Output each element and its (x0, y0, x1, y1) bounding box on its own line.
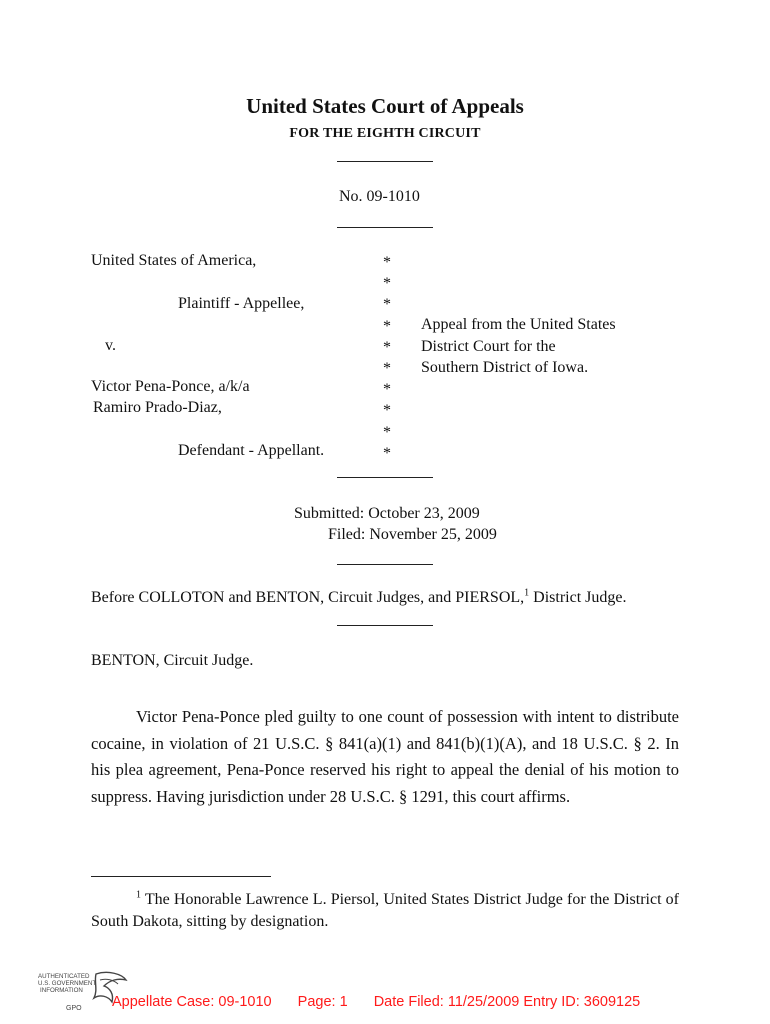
footnote-text: The Honorable Lawrence L. Piersol, United States District Judge for the District of South Dakota, sitting by designation. (91, 891, 679, 930)
panel-judges: Before COLLOTON and BENTON, Circuit Judges, and PIERSOL, (91, 589, 525, 606)
seal-text: GPO (66, 1005, 82, 1012)
circuit-name: FOR THE EIGHTH CIRCUIT (289, 126, 481, 141)
seal-text: INFORMATION (40, 987, 83, 994)
caption-star-column (383, 252, 391, 464)
caption-star: * (383, 402, 391, 420)
opinion-paragraph: Victor Pena-Ponce pled guilty to one count of possession with intent to distribute cocaine, in violation of 21 U.S.C. § 841(a)(1) and 841(b)(1)(A), and 18 U.S.C. § 2. In his plea agreement, Pena-Ponce reserved his right to appeal the denial of his motion to suppress. Having jurisdiction under 28 U.S.C. § 1291, this court affirms. (91, 707, 679, 806)
caption-star: * (383, 317, 391, 335)
filing-stamp (112, 994, 640, 1010)
panel-line (91, 589, 626, 607)
appeal-line: District Court for the (421, 337, 556, 355)
plaintiff-name: United States of America, (91, 252, 257, 269)
defendant-name: Victor Pena-Ponce, a/k/a (91, 378, 250, 395)
divider (337, 227, 433, 228)
caption-star: * (383, 296, 391, 314)
submitted-date: Submitted: October 23, 2009 (294, 505, 480, 522)
divider (337, 477, 433, 478)
footnote-mark: 1 (136, 889, 141, 901)
footnote (91, 889, 679, 932)
stamp-case: Appellate Case: 09-1010 (112, 994, 272, 1010)
defendant-role: Defendant - Appellant. (178, 442, 325, 459)
filed-date: Filed: November 25, 2009 (328, 526, 497, 543)
caption-star: * (383, 423, 391, 441)
case-number: No. 09-1010 (339, 188, 420, 205)
plaintiff-role: Plaintiff - Appellee, (178, 295, 305, 312)
stamp-filed: Date Filed: 11/25/2009 Entry ID: 3609125 (373, 994, 641, 1010)
appeal-line: Southern District of Iowa. (421, 359, 589, 376)
caption-star: * (383, 275, 391, 293)
opinion-author: BENTON, Circuit Judge. (91, 652, 254, 669)
caption-star: * (383, 254, 391, 271)
footnote-divider (91, 876, 271, 877)
appeal-line: Appeal from the United States (421, 316, 616, 333)
stamp-page: Page: 1 (297, 994, 348, 1010)
caption-star: * (383, 381, 391, 399)
divider (337, 625, 433, 626)
court-title: United States Court of Appeals (246, 94, 524, 118)
seal-text: AUTHENTICATED (38, 973, 90, 980)
versus: v. (105, 337, 116, 354)
caption-star: * (383, 444, 391, 462)
panel-district: District Judge. (529, 589, 627, 606)
caption-star: * (383, 338, 391, 356)
defendant-alias: Ramiro Prado-Diaz, (93, 399, 222, 416)
divider (337, 564, 433, 565)
caption-star: * (383, 360, 391, 378)
appeal-from (421, 314, 616, 379)
divider (337, 161, 433, 162)
footnote-ref[interactable]: 1 (524, 587, 530, 599)
seal-text: U.S. GOVERNMENT (38, 980, 97, 987)
